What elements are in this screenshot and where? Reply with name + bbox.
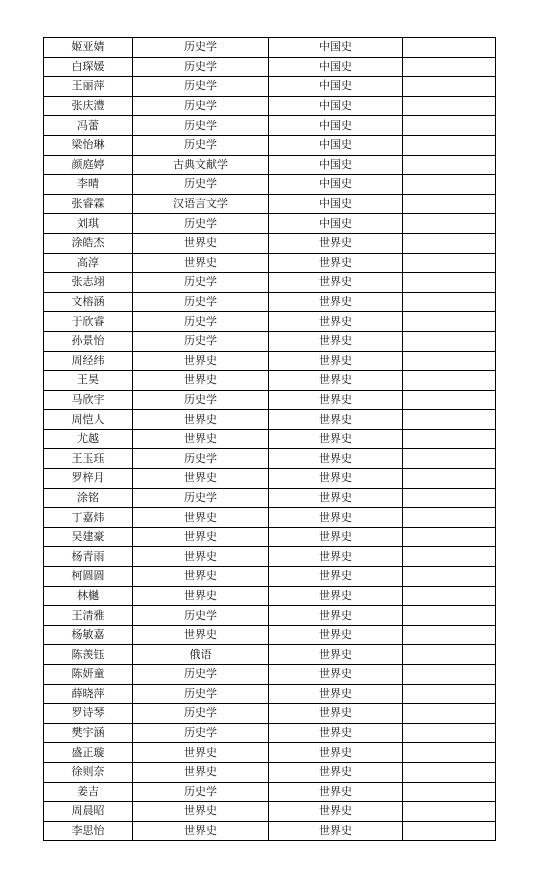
note-cell bbox=[403, 135, 496, 155]
undergrad-major-cell: 历史学 bbox=[133, 312, 269, 332]
admitted-major-cell: 世界史 bbox=[269, 743, 403, 763]
undergrad-major-cell: 历史学 bbox=[133, 449, 269, 469]
table-row bbox=[44, 371, 496, 391]
admitted-major-cell: 世界史 bbox=[269, 469, 403, 489]
table-row bbox=[44, 194, 496, 214]
admitted-major-cell: 中国史 bbox=[269, 155, 403, 175]
admitted-major-cell: 世界史 bbox=[269, 429, 403, 449]
undergrad-major-cell: 世界史 bbox=[133, 547, 269, 567]
table-body bbox=[44, 38, 496, 841]
undergrad-major-cell: 历史学 bbox=[133, 782, 269, 802]
admitted-major-cell: 中国史 bbox=[269, 57, 403, 77]
admitted-major-cell: 世界史 bbox=[269, 704, 403, 724]
name-cell: 周经纬 bbox=[44, 351, 133, 371]
admitted-major-cell: 世界史 bbox=[269, 233, 403, 253]
table-row bbox=[44, 606, 496, 626]
undergrad-major-cell: 历史学 bbox=[133, 606, 269, 626]
name-cell: 杨青雨 bbox=[44, 547, 133, 567]
note-cell bbox=[403, 371, 496, 391]
name-cell: 张睿霖 bbox=[44, 194, 133, 214]
undergrad-major-cell: 历史学 bbox=[133, 704, 269, 724]
name-cell: 盛正璇 bbox=[44, 743, 133, 763]
undergrad-major-cell: 世界史 bbox=[133, 429, 269, 449]
undergrad-major-cell: 历史学 bbox=[133, 390, 269, 410]
table-row bbox=[44, 233, 496, 253]
name-cell: 李晴 bbox=[44, 175, 133, 195]
admitted-major-cell: 世界史 bbox=[269, 390, 403, 410]
admitted-major-cell: 世界史 bbox=[269, 547, 403, 567]
name-cell: 马欣宇 bbox=[44, 390, 133, 410]
table-row bbox=[44, 292, 496, 312]
undergrad-major-cell: 历史学 bbox=[133, 723, 269, 743]
table-row bbox=[44, 586, 496, 606]
admitted-major-cell: 世界史 bbox=[269, 273, 403, 293]
note-cell bbox=[403, 410, 496, 430]
undergrad-major-cell: 俄语 bbox=[133, 645, 269, 665]
table-row bbox=[44, 77, 496, 97]
table-row bbox=[44, 802, 496, 822]
note-cell bbox=[403, 449, 496, 469]
note-cell bbox=[403, 194, 496, 214]
note-cell bbox=[403, 292, 496, 312]
admitted-major-cell: 世界史 bbox=[269, 312, 403, 332]
note-cell bbox=[403, 273, 496, 293]
name-cell: 张庆澧 bbox=[44, 96, 133, 116]
name-cell: 于欣睿 bbox=[44, 312, 133, 332]
table-row bbox=[44, 704, 496, 724]
undergrad-major-cell: 世界史 bbox=[133, 469, 269, 489]
name-cell: 樊宇涵 bbox=[44, 723, 133, 743]
name-cell: 王玉珏 bbox=[44, 449, 133, 469]
table-row bbox=[44, 175, 496, 195]
note-cell bbox=[403, 762, 496, 782]
note-cell bbox=[403, 77, 496, 97]
name-cell: 林樾 bbox=[44, 586, 133, 606]
note-cell bbox=[403, 606, 496, 626]
note-cell bbox=[403, 96, 496, 116]
table-row bbox=[44, 567, 496, 587]
name-cell: 吴建豪 bbox=[44, 527, 133, 547]
note-cell bbox=[403, 57, 496, 77]
note-cell bbox=[403, 782, 496, 802]
name-cell: 陈妍童 bbox=[44, 665, 133, 685]
name-cell: 梁怡琳 bbox=[44, 135, 133, 155]
name-cell: 杨敏嘉 bbox=[44, 625, 133, 645]
name-cell: 罗梓月 bbox=[44, 469, 133, 489]
name-cell: 张志翊 bbox=[44, 273, 133, 293]
table-row bbox=[44, 547, 496, 567]
admitted-major-cell: 世界史 bbox=[269, 645, 403, 665]
admitted-major-cell: 世界史 bbox=[269, 449, 403, 469]
admitted-major-cell: 世界史 bbox=[269, 684, 403, 704]
admitted-major-cell: 世界史 bbox=[269, 253, 403, 273]
note-cell bbox=[403, 527, 496, 547]
undergrad-major-cell: 历史学 bbox=[133, 116, 269, 136]
name-cell: 颜庭婷 bbox=[44, 155, 133, 175]
admitted-major-cell: 中国史 bbox=[269, 194, 403, 214]
note-cell bbox=[403, 312, 496, 332]
undergrad-major-cell: 历史学 bbox=[133, 665, 269, 685]
undergrad-major-cell: 世界史 bbox=[133, 762, 269, 782]
admitted-major-cell: 世界史 bbox=[269, 567, 403, 587]
undergrad-major-cell: 历史学 bbox=[133, 273, 269, 293]
table-row bbox=[44, 96, 496, 116]
undergrad-major-cell: 世界史 bbox=[133, 253, 269, 273]
admitted-major-cell: 世界史 bbox=[269, 586, 403, 606]
table-row bbox=[44, 508, 496, 528]
note-cell bbox=[403, 665, 496, 685]
undergrad-major-cell: 历史学 bbox=[133, 214, 269, 234]
admitted-major-cell: 世界史 bbox=[269, 488, 403, 508]
table-row bbox=[44, 625, 496, 645]
admitted-major-cell: 世界史 bbox=[269, 821, 403, 841]
table-row bbox=[44, 253, 496, 273]
name-cell: 王丽萍 bbox=[44, 77, 133, 97]
student-table bbox=[43, 37, 496, 841]
table-row bbox=[44, 645, 496, 665]
table-row bbox=[44, 665, 496, 685]
undergrad-major-cell: 历史学 bbox=[133, 38, 269, 58]
admitted-major-cell: 世界史 bbox=[269, 508, 403, 528]
note-cell bbox=[403, 155, 496, 175]
table-row bbox=[44, 116, 496, 136]
table-row bbox=[44, 135, 496, 155]
note-cell bbox=[403, 625, 496, 645]
note-cell bbox=[403, 488, 496, 508]
table-row bbox=[44, 488, 496, 508]
note-cell bbox=[403, 175, 496, 195]
table-row bbox=[44, 684, 496, 704]
name-cell: 姬亚婧 bbox=[44, 38, 133, 58]
name-cell: 李思怡 bbox=[44, 821, 133, 841]
undergrad-major-cell: 历史学 bbox=[133, 135, 269, 155]
table-row bbox=[44, 469, 496, 489]
admitted-major-cell: 中国史 bbox=[269, 135, 403, 155]
admitted-major-cell: 世界史 bbox=[269, 782, 403, 802]
admitted-major-cell: 世界史 bbox=[269, 527, 403, 547]
note-cell bbox=[403, 802, 496, 822]
undergrad-major-cell: 世界史 bbox=[133, 410, 269, 430]
name-cell: 周晨昭 bbox=[44, 802, 133, 822]
table-row bbox=[44, 351, 496, 371]
undergrad-major-cell: 世界史 bbox=[133, 625, 269, 645]
undergrad-major-cell: 历史学 bbox=[133, 292, 269, 312]
name-cell: 姜吉 bbox=[44, 782, 133, 802]
name-cell: 丁嘉炜 bbox=[44, 508, 133, 528]
name-cell: 涂皓杰 bbox=[44, 233, 133, 253]
note-cell bbox=[403, 253, 496, 273]
table-row bbox=[44, 782, 496, 802]
admitted-major-cell: 世界史 bbox=[269, 802, 403, 822]
name-cell: 王昊 bbox=[44, 371, 133, 391]
name-cell: 陈羡钰 bbox=[44, 645, 133, 665]
note-cell bbox=[403, 116, 496, 136]
name-cell: 周恺人 bbox=[44, 410, 133, 430]
admitted-major-cell: 中国史 bbox=[269, 116, 403, 136]
undergrad-major-cell: 世界史 bbox=[133, 802, 269, 822]
undergrad-major-cell: 世界史 bbox=[133, 743, 269, 763]
note-cell bbox=[403, 684, 496, 704]
name-cell: 刘琪 bbox=[44, 214, 133, 234]
undergrad-major-cell: 历史学 bbox=[133, 77, 269, 97]
admitted-major-cell: 世界史 bbox=[269, 625, 403, 645]
table-row bbox=[44, 312, 496, 332]
undergrad-major-cell: 世界史 bbox=[133, 586, 269, 606]
note-cell bbox=[403, 821, 496, 841]
table-row bbox=[44, 723, 496, 743]
note-cell bbox=[403, 743, 496, 763]
table-row bbox=[44, 410, 496, 430]
name-cell: 文榕涵 bbox=[44, 292, 133, 312]
table-row bbox=[44, 273, 496, 293]
name-cell: 涂铭 bbox=[44, 488, 133, 508]
name-cell: 白琛媛 bbox=[44, 57, 133, 77]
undergrad-major-cell: 世界史 bbox=[133, 821, 269, 841]
admitted-major-cell: 世界史 bbox=[269, 410, 403, 430]
note-cell bbox=[403, 704, 496, 724]
note-cell bbox=[403, 723, 496, 743]
undergrad-major-cell: 世界史 bbox=[133, 233, 269, 253]
note-cell bbox=[403, 351, 496, 371]
table-row bbox=[44, 214, 496, 234]
name-cell: 冯蕾 bbox=[44, 116, 133, 136]
table-row bbox=[44, 429, 496, 449]
admitted-major-cell: 世界史 bbox=[269, 331, 403, 351]
note-cell bbox=[403, 331, 496, 351]
table-row bbox=[44, 155, 496, 175]
note-cell bbox=[403, 508, 496, 528]
undergrad-major-cell: 世界史 bbox=[133, 351, 269, 371]
table-row bbox=[44, 821, 496, 841]
undergrad-major-cell: 古典文献学 bbox=[133, 155, 269, 175]
table-row bbox=[44, 527, 496, 547]
undergrad-major-cell: 世界史 bbox=[133, 371, 269, 391]
name-cell: 孙景怡 bbox=[44, 331, 133, 351]
note-cell bbox=[403, 645, 496, 665]
admitted-major-cell: 世界史 bbox=[269, 665, 403, 685]
note-cell bbox=[403, 214, 496, 234]
table-row bbox=[44, 449, 496, 469]
note-cell bbox=[403, 233, 496, 253]
admitted-major-cell: 中国史 bbox=[269, 77, 403, 97]
undergrad-major-cell: 历史学 bbox=[133, 96, 269, 116]
table-row bbox=[44, 57, 496, 77]
admitted-major-cell: 中国史 bbox=[269, 214, 403, 234]
table-row bbox=[44, 38, 496, 58]
undergrad-major-cell: 世界史 bbox=[133, 527, 269, 547]
undergrad-major-cell: 世界史 bbox=[133, 508, 269, 528]
name-cell: 徐则奈 bbox=[44, 762, 133, 782]
undergrad-major-cell: 历史学 bbox=[133, 331, 269, 351]
note-cell bbox=[403, 567, 496, 587]
note-cell bbox=[403, 547, 496, 567]
table-row bbox=[44, 390, 496, 410]
admitted-major-cell: 中国史 bbox=[269, 96, 403, 116]
name-cell: 柯圆圆 bbox=[44, 567, 133, 587]
undergrad-major-cell: 历史学 bbox=[133, 175, 269, 195]
note-cell bbox=[403, 390, 496, 410]
name-cell: 薛晓萍 bbox=[44, 684, 133, 704]
admitted-major-cell: 中国史 bbox=[269, 38, 403, 58]
note-cell bbox=[403, 586, 496, 606]
name-cell: 王清雅 bbox=[44, 606, 133, 626]
table-row bbox=[44, 743, 496, 763]
table-row bbox=[44, 331, 496, 351]
undergrad-major-cell: 历史学 bbox=[133, 684, 269, 704]
undergrad-major-cell: 历史学 bbox=[133, 57, 269, 77]
admitted-major-cell: 世界史 bbox=[269, 606, 403, 626]
admitted-major-cell: 世界史 bbox=[269, 762, 403, 782]
admitted-major-cell: 世界史 bbox=[269, 371, 403, 391]
name-cell: 高淳 bbox=[44, 253, 133, 273]
undergrad-major-cell: 世界史 bbox=[133, 567, 269, 587]
admitted-major-cell: 世界史 bbox=[269, 292, 403, 312]
admitted-major-cell: 世界史 bbox=[269, 351, 403, 371]
undergrad-major-cell: 历史学 bbox=[133, 488, 269, 508]
admitted-major-cell: 中国史 bbox=[269, 175, 403, 195]
note-cell bbox=[403, 469, 496, 489]
name-cell: 罗诗琴 bbox=[44, 704, 133, 724]
note-cell bbox=[403, 429, 496, 449]
admitted-major-cell: 世界史 bbox=[269, 723, 403, 743]
table-row bbox=[44, 762, 496, 782]
name-cell: 尤越 bbox=[44, 429, 133, 449]
undergrad-major-cell: 汉语言文学 bbox=[133, 194, 269, 214]
note-cell bbox=[403, 38, 496, 58]
